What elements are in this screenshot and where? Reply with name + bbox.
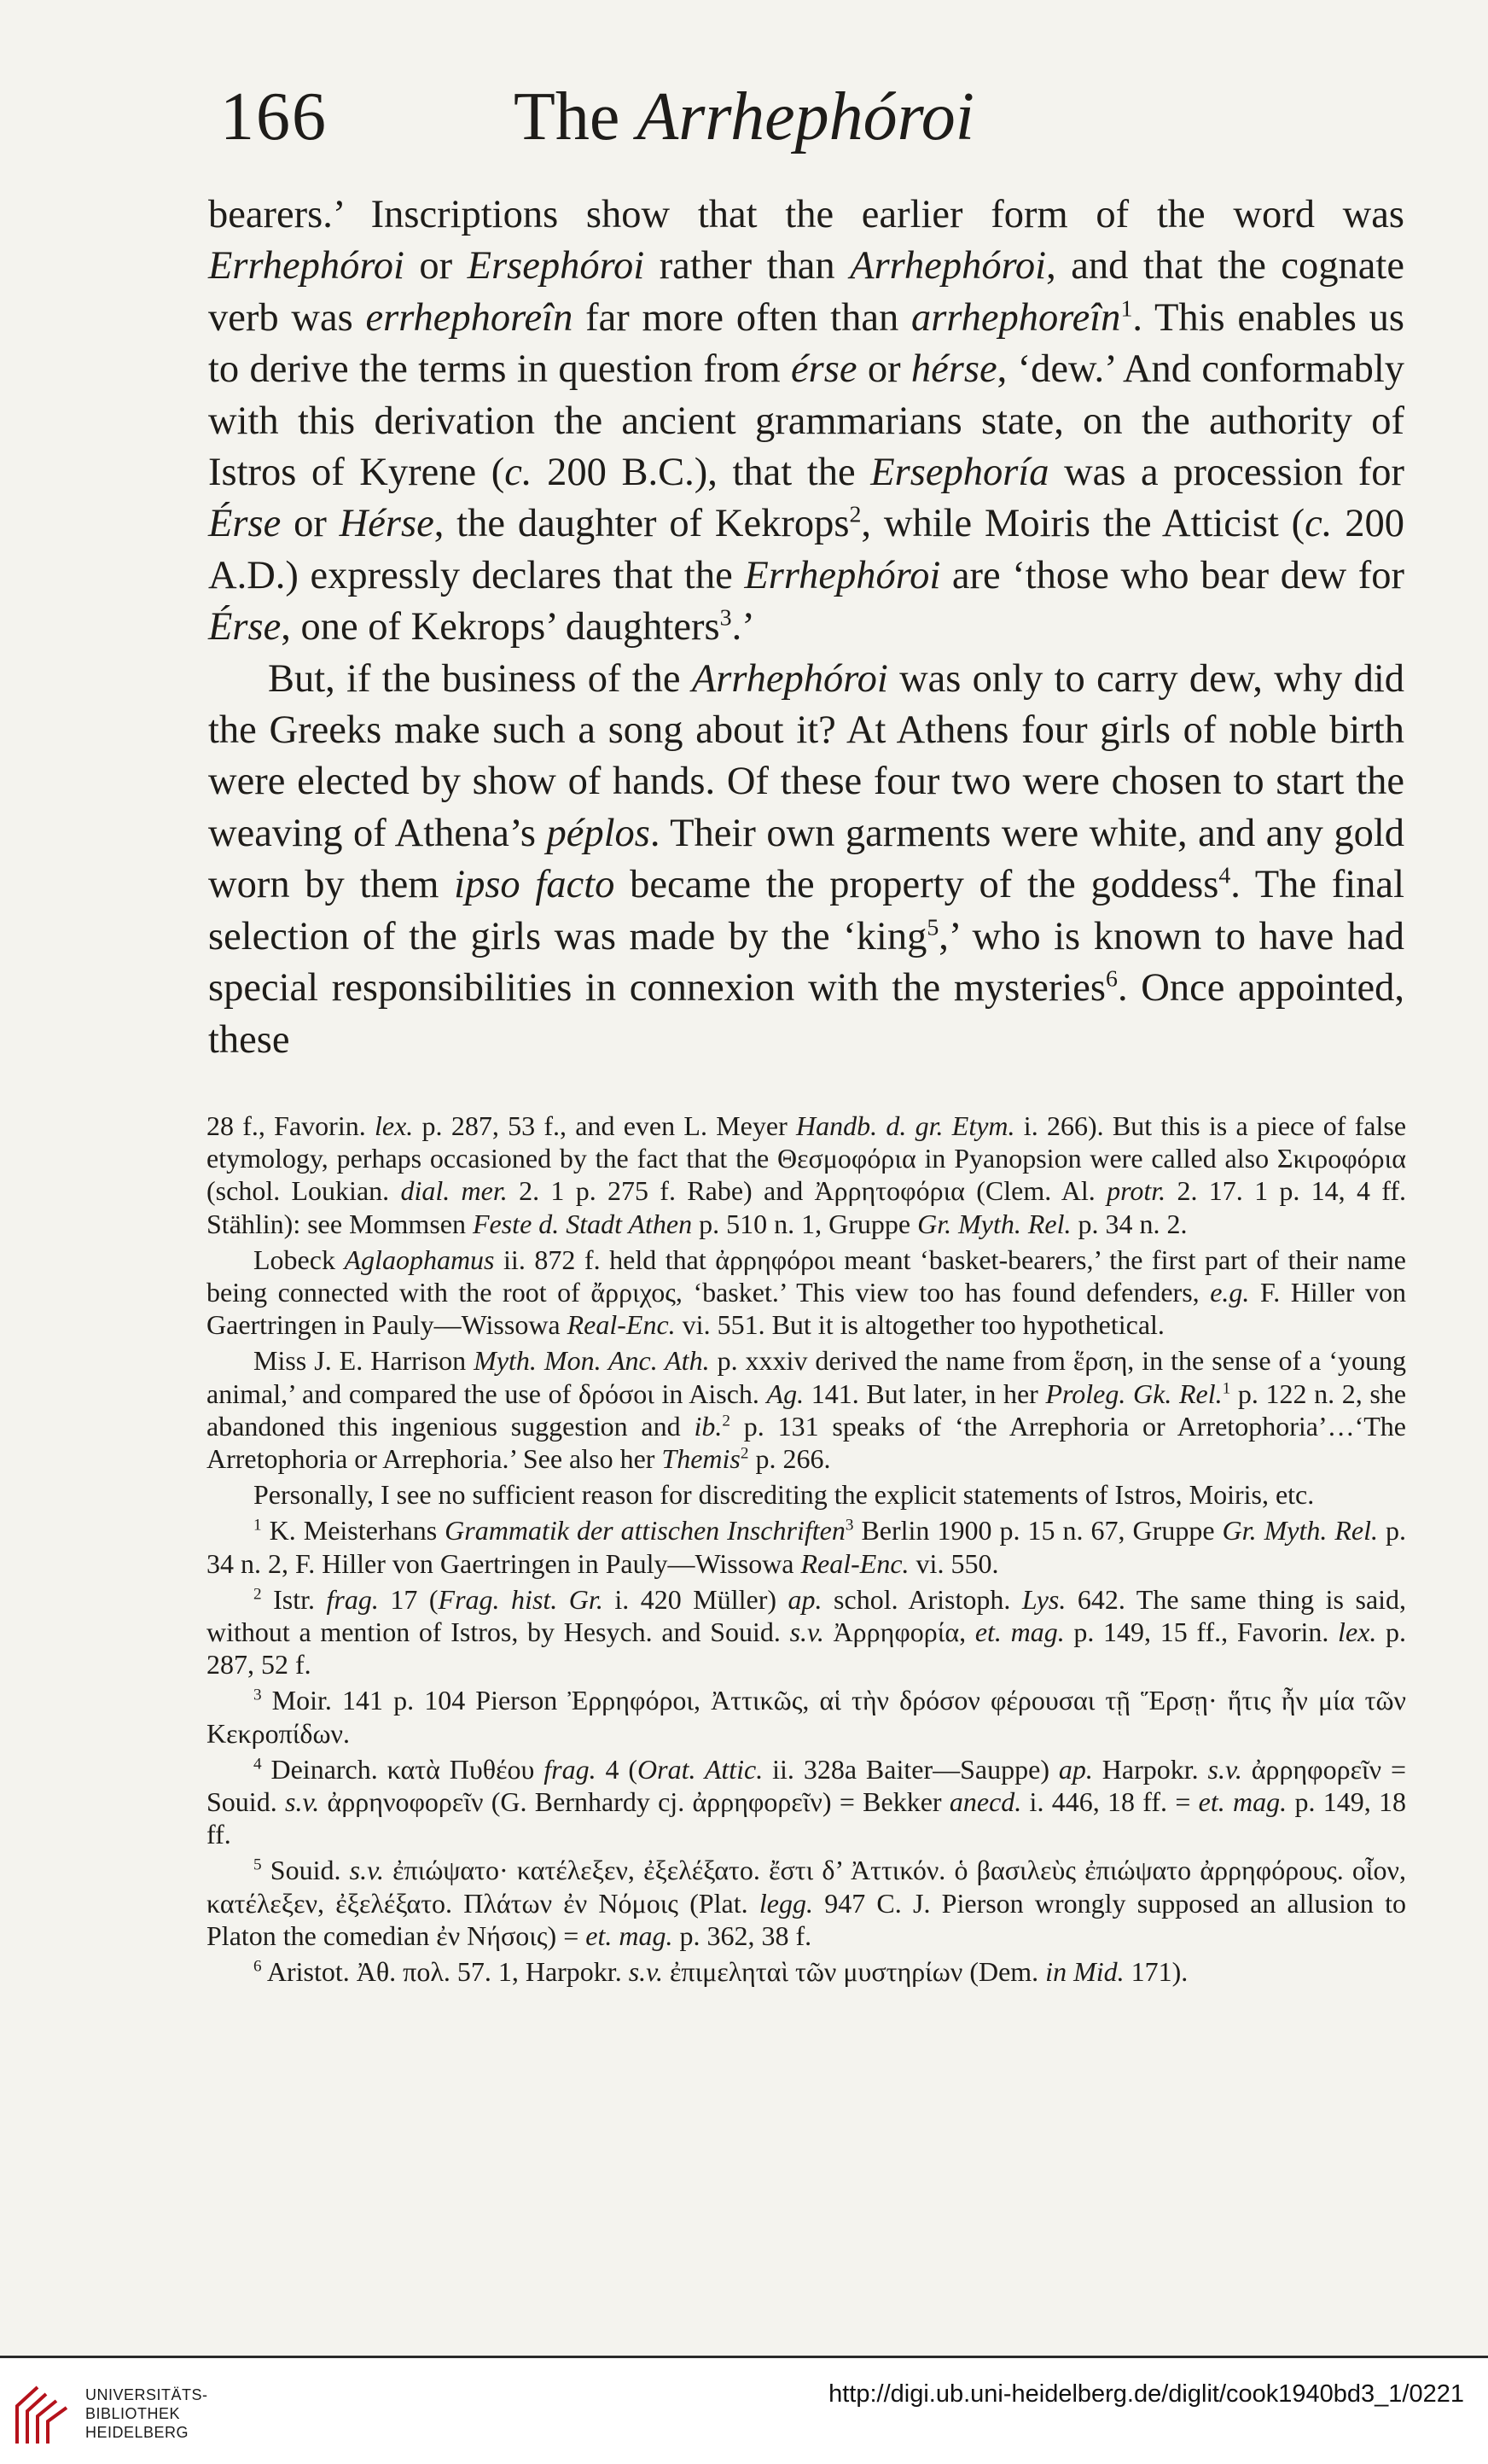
italic-text: Errhephóroi <box>208 244 404 288</box>
italic-text: Lys. <box>1021 1583 1067 1615</box>
footnote-marker: 1 <box>1120 295 1133 323</box>
footnote: $^1$ K. Meisterhans Grammatik der attischen Inschriften$^3$ Berlin 1900 p. 15 n. 67, Gruppe Gr. Myth. Rel. p. 34 n. 2, F. Hiller von Gaertringen in Pauly—Wissowa Real-Enc. vi. 550. <box>206 1515 1407 1579</box>
footnote: $^6$ Aristot. Ἀθ. πολ. 57. 1, Harpokr. s.v. ἐπιμεληταὶ τῶν μυστηρίων (Dem. in Mid. 171). <box>253 1956 1189 1988</box>
library-logo-icon <box>12 2384 73 2447</box>
italic-text: Érse <box>208 502 282 546</box>
italic-text: arrhephoreîn <box>911 295 1121 340</box>
italic-text: Proleg. Gk. Rel. <box>1045 1378 1223 1409</box>
italic-text: péplos <box>546 811 650 855</box>
page-number: 166 <box>220 79 328 154</box>
italic-text: Arrhephóroi <box>850 244 1047 288</box>
italic-text: Myth. Mon. Anc. Ath. <box>474 1345 710 1377</box>
italic-text: Ersephóroi <box>467 244 645 288</box>
footnote: $^2$ Istr. frag. 17 (Frag. hist. Gr. i. 420 Müller) ap. schol. Aristoph. Lys. 642. The same thing is said, without a mention of Istros, by Hesych. and Souid. s.v. Ἀρρηφορία, et. mag. p. 149, 15 ff., Favorin. lex. p. 287, 52 f. <box>206 1583 1407 1681</box>
italic-text: Gr. Myth. Rel. <box>1222 1515 1378 1547</box>
italic-text: Ag. <box>766 1378 805 1409</box>
footnote-marker: 2 <box>253 1585 262 1604</box>
italic-text: frag. <box>543 1753 596 1785</box>
running-header <box>215 79 1273 155</box>
footnote-marker: 3 <box>253 1686 262 1704</box>
italic-text: Handb. d. gr. Etym. <box>795 1110 1015 1141</box>
italic-text: ipso facto <box>454 863 615 907</box>
footnote-marker: 6 <box>253 1957 262 1976</box>
italic-text: errhephoreîn <box>365 295 573 340</box>
italic-text: ap. <box>1058 1753 1093 1785</box>
italic-text: Real-Enc. <box>567 1309 676 1341</box>
italic-text: s.v. <box>1207 1753 1242 1785</box>
italic-text: Hérse <box>339 502 434 546</box>
italic-text: Arrhephóroi <box>691 656 888 701</box>
footnote: $^4$ Deinarch. κατὰ Πυθέου frag. 4 (Orat. Attic. ii. 328a Baiter—Sauppe) ap. Harpokr. s.v. ἀρρηφορεῖν = Souid. s.v. ἀρρηνοφορεῖν (G. Bernhardy cj. ἀρρηφορεῖν) = Bekker anecd. i. 446, 18 ff. = et. mag. p. 149, 18 ff. <box>206 1753 1407 1850</box>
source-url-link[interactable]: http://digi.ub.uni-heidelberg.de/diglit/cook1940bd3_1/0221 <box>828 2380 1464 2408</box>
paragraph: bearers.’ Inscriptions show that the earlier form of the word was Errhephóroi or Ersephóroi rather than Arrhephóroi, and that the cognate verb was errhephoreîn far more often than arrhephoreîn$^1$. This enables us to derive the terms in question from érse or hérse, ‘dew.’ And conformably with this derivation the ancient grammarians state, on the authority of Istros of Kyrene (c. 200 B.C.), that the Ersephoría was a procession for Érse or Hérse, the daughter of Kekrops$^2$, while Moiris the Atticist (c. 200 A.D.) expressly declares that the Errhephóroi are ‘those who bear dew for Érse, one of Kekrops’ daughters$^3$.’ <box>208 193 1405 649</box>
italic-text: c. <box>504 451 532 495</box>
library-name-line: BIBLIOTHEK <box>85 2405 181 2422</box>
italic-text: anecd. <box>949 1786 1022 1818</box>
italic-text: Themis <box>661 1443 741 1475</box>
italic-text: lex. <box>375 1110 414 1141</box>
footnote-marker: 1 <box>253 1516 262 1535</box>
main-text <box>208 189 1404 1066</box>
italic-text: ap. <box>788 1583 822 1615</box>
footnote-marker: 2 <box>722 1412 730 1430</box>
library-name-line: HEIDELBERG <box>85 2424 189 2441</box>
italic-text: e.g. <box>1210 1277 1250 1308</box>
footnotes <box>206 1110 1406 1991</box>
library-footer <box>0 2356 1488 2464</box>
italic-text: s.v. <box>349 1855 384 1886</box>
italic-text: Gr. Myth. Rel. <box>917 1208 1072 1239</box>
italic-text: et. mag. <box>1198 1786 1287 1818</box>
italic-text: érse <box>791 347 857 392</box>
italic-text: Orat. Attic. <box>637 1753 764 1785</box>
footnote: $^3$ Moir. 141 p. 104 Pierson Ἐρρηφόροι, Ἀττικῶς, αἱ τὴν δρόσον φέρουσαι τῇ Ἕρσῃ· ἥτις ἦν μία τῶν Κεκροπίδων. <box>206 1685 1406 1749</box>
italic-text: Errhephóroi <box>744 553 941 597</box>
italic-text: in Mid. <box>1045 1956 1125 1988</box>
italic-text: frag. <box>326 1583 379 1615</box>
paragraph: But, if the business of the Arrhephóroi was only to carry dew, why did the Greeks make such a song about it? At Athens four girls of noble birth were elected by show of hands. Of these four two were chosen to start the weaving of Athena’s péplos. Their own garments were white, and any gold worn by them ipso facto became the property of the goddess$^4$. The final selection of the girls was made by the ‘king$^5$,’ who is known to have had special responsibilities in connexion with the mysteries$^6$. Once appointed, these <box>208 656 1404 1062</box>
italic-text: Real-Enc. <box>800 1547 910 1579</box>
footnote: Lobeck Aglaophamus ii. 872 f. held that ἀρρηφόροι meant ‘basket-bearers,’ the first part of their name being connected with the root of ἄρριχος, ‘basket.’ This view too has found defenders, e.g. F. Hiller von Gaertringen in Pauly—Wissowa Real-Enc. vi. 551. But it is altogether too hypothetical. <box>206 1244 1407 1341</box>
running-title <box>215 79 1273 156</box>
footnote-marker: 3 <box>719 604 732 632</box>
italic-text: Feste d. Stadt Athen <box>472 1208 693 1239</box>
footnote-marker: 5 <box>253 1855 262 1874</box>
footnote: 28 f., Favorin. lex. p. 287, 53 f., and even L. Meyer Handb. d. gr. Etym. i. 266). But this is a piece of false etymology, perhaps occasioned by the fact that the Θεσμοφόρια in Pyanopsion were called also Σκιροφόρια (schol. Loukian. dial. mer. 2. 1 p. 275 f. Rabe) and Ἀρρητοφόρια (Clem. Al. protr. 2. 17. 1 p. 14, 4 ff. Stählin): see Mommsen Feste d. Stadt Athen p. 510 n. 1, Gruppe Gr. Myth. Rel. p. 34 n. 2. <box>206 1110 1407 1239</box>
running-title-italic: Arrhephóroi <box>636 79 974 154</box>
italic-text: Grammatik der attischen Inschriften <box>445 1515 846 1547</box>
italic-text: hérse <box>910 347 997 392</box>
footnote-marker: 4 <box>1218 862 1231 889</box>
footnote: Miss J. E. Harrison Myth. Mon. Anc. Ath. p. xxxiv derived the name from ἕρση, in the sense of a ‘young animal,’ and compared the use of δρόσοι in Aisch. Ag. 141. But later, in her Proleg. Gk. Rel.$^1$ p. 122 n. 2, she abandoned this ingenious suggestion and ib.$^2$ p. 131 speaks of ‘the Arrephoria or Arretophoria’…‘The Arretophoria or Arrephoria.’ See also her Themis$^2$ p. 266. <box>206 1345 1407 1475</box>
italic-text: ib. <box>694 1410 723 1442</box>
italic-text: s.v. <box>284 1786 320 1818</box>
italic-text: Érse <box>208 605 282 649</box>
italic-text: Aglaophamus <box>344 1244 495 1275</box>
footnote-marker: 2 <box>740 1444 749 1463</box>
italic-text: et. mag. <box>974 1616 1065 1648</box>
italic-text: lex. <box>1338 1616 1377 1648</box>
footnote: $^5$ Souid. s.v. ἐπιώψατο· κατέλεξεν, ἐξελέξατο. ἔστι δ’ Ἀττικόν. ὁ βασιλεὺς ἐπιώψατο ἀρρηφόρους. οἷον, κατέλεξεν, ἐξελέξατο. Πλάτων ἐν Νόμοις (Plat. legg. 947 C. J. Pierson wrongly supposed an allusion to Platon the comedian ἐν Νήσοις) = et. mag. p. 362, 38 f. <box>206 1855 1407 1951</box>
italic-text: s.v. <box>628 1956 663 1988</box>
italic-text: protr. <box>1107 1175 1166 1207</box>
italic-text: Frag. hist. Gr. <box>438 1583 603 1615</box>
footnote-marker: 6 <box>1106 965 1118 993</box>
library-name-line: UNIVERSITÄTS- <box>85 2386 208 2403</box>
italic-text: legg. <box>759 1887 813 1919</box>
footnote: Personally, I see no sufficient reason for discrediting the explicit statements of Istros, Moiris, etc. <box>253 1479 1315 1511</box>
italic-text: Ersephoría <box>870 451 1049 495</box>
footnote-marker: 4 <box>253 1755 262 1774</box>
italic-text: c. <box>1305 502 1333 546</box>
footnote-marker: 1 <box>1222 1378 1231 1397</box>
library-name <box>85 2385 208 2442</box>
italic-text: dial. mer. <box>400 1175 508 1207</box>
running-title-prefix: The <box>514 79 637 154</box>
footnote-marker: 5 <box>927 914 939 941</box>
footnote-marker: 2 <box>849 501 862 528</box>
italic-text: et. mag. <box>585 1919 673 1951</box>
italic-text: s.v. <box>789 1616 824 1648</box>
footnote-marker: 3 <box>845 1516 854 1535</box>
